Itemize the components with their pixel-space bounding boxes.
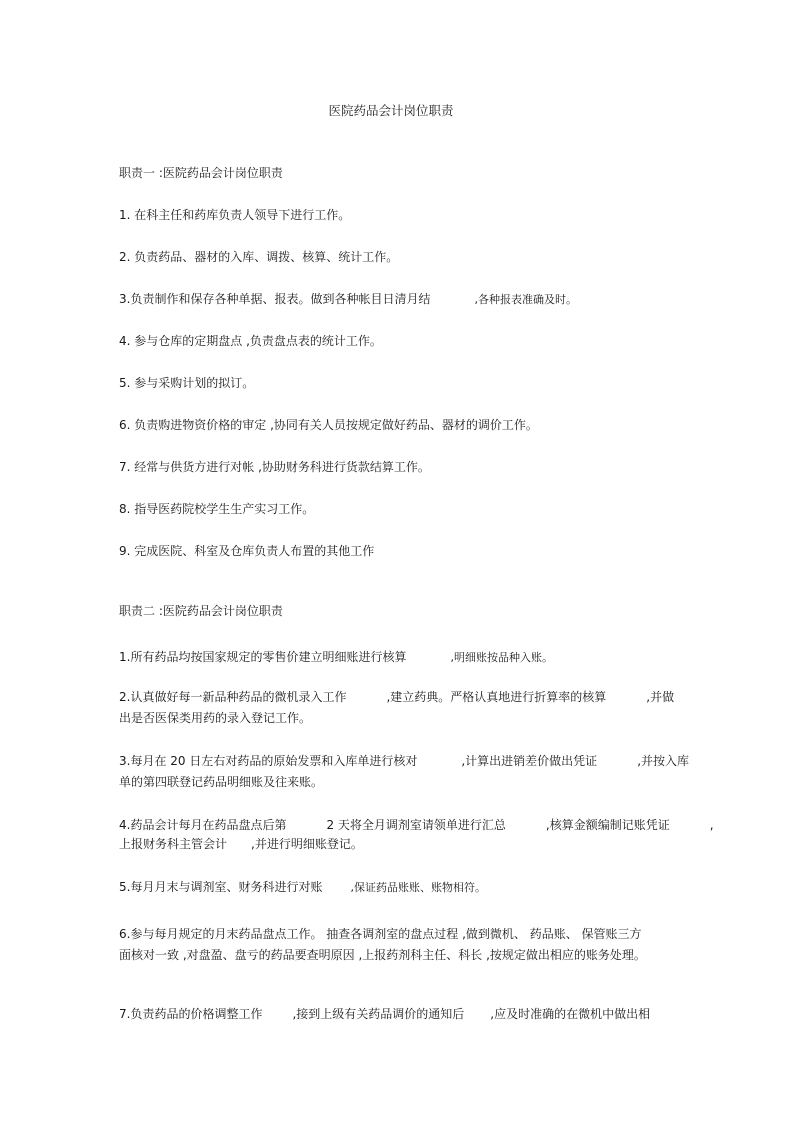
section2-item-3-part1: 3.每月在 20 日左右对药品的原始发票和入库单进行核对 (119, 754, 418, 768)
section1-heading: 职责一 :医院药品会计岗位职责 (119, 166, 283, 180)
section2-item-5-part2: ,保证药品账账、账物相符。 (350, 881, 486, 894)
section2-item-1-part1: 1.所有药品均按国家规定的零售价建立明细账进行核算 (119, 650, 407, 664)
section1-item-1: 1. 在科主任和药库负责人领导下进行工作。 (119, 208, 351, 222)
section2-item-4-part4: , (709, 818, 714, 832)
section2-item-4-line2 (119, 836, 363, 852)
section1-item-3-part2: ,各种报表准确及时。 (474, 293, 577, 306)
section2-item-7-part1: 7.负责药品的价格调整工作 (119, 1007, 263, 1021)
section1-item-9: 9. 完成医院、科室及仓库负责人布置的其他工作 (119, 544, 375, 558)
section2-item-2-line1 (119, 689, 674, 705)
section1-item-7: 7. 经常与供货方进行对帐 ,协助财务科进行货款结算工作。 (119, 460, 430, 474)
section2-item-6-line1: 6.参与每月规定的月末药品盘点工作。 抽查各调剂室的盘点过程 ,做到微机、 药品账、 保管账三方 (119, 927, 642, 941)
section2-item-7-part2: ,接到上级有关药品调价的通知后 (292, 1007, 465, 1021)
section2-item-1 (119, 649, 553, 666)
section2-item-4-part1: 4.药品会计每月在药品盘点后第 (119, 818, 287, 832)
section2-item-3-line1 (119, 753, 689, 769)
section2-item-2-line2: 出是否医保类用药的录入登记工作。 (119, 711, 312, 725)
section1-item-2: 2. 负责药品、器材的入库、调拨、核算、统计工作。 (119, 250, 399, 264)
section2-item-5 (119, 879, 486, 896)
document-title: 医院药品会计岗位职责 (328, 103, 454, 118)
section1-item-3 (119, 291, 577, 308)
section2-item-3-line2: 单的第四联登记药品明细账及往来账。 (119, 775, 324, 789)
section1-item-6: 6. 负责购进物资价格的审定 ,协同有关人员按规定做好药品、器材的调价工作。 (119, 418, 538, 432)
section2-item-6-line2: 面核对一致 ,对盘盈、盘亏的药品要查明原因 ,上报药剂科主任、科长 ,按规定做出相应的账务处理。 (119, 948, 646, 962)
section2-item-2-part3: ,并做 (646, 690, 675, 704)
section2-item-4-part3: ,核算金额编制记账凭证 (545, 818, 670, 832)
section2-item-3-part3: ,并按入库 (637, 754, 690, 768)
section2-item-4-part5: 上报财务科主管会计 (119, 837, 228, 851)
section2-item-7-line1 (119, 1006, 650, 1022)
section2-item-2-part2: ,建立药典。严格认真地进行折算率的核算 (386, 690, 607, 704)
section2-item-4-part2: 2 天将全月调剂室请领单进行汇总 (326, 818, 506, 832)
section2-item-4-line1 (119, 817, 714, 833)
section1-item-8: 8. 指导医药院校学生生产实习工作。 (119, 502, 315, 516)
section2-item-2-part1: 2.认真做好每一新品种药品的微机录入工作 (119, 690, 347, 704)
section2-item-5-part1: 5.每月月末与调剂室、财务科进行对账 (119, 880, 323, 894)
section2-heading: 职责二 :医院药品会计岗位职责 (119, 604, 283, 618)
section2-item-4-part6: ,并进行明细账登记。 (251, 837, 363, 851)
section1-item-5: 5. 参与采购计划的拟订。 (119, 376, 255, 390)
section1-item-4: 4. 参与仓库的定期盘点 ,负责盘点表的统计工作。 (119, 334, 382, 348)
section2-item-3-part2: ,计算出进销差价做出凭证 (461, 754, 598, 768)
section2-item-1-part2: ,明细账按品种入账。 (450, 651, 553, 664)
section1-item-3-part1: 3.负责制作和保存各种单据、报表。做到各种帐目日清月结 (119, 292, 431, 306)
section2-item-7-part3: ,应及时准确的在微机中做出相 (490, 1007, 651, 1021)
